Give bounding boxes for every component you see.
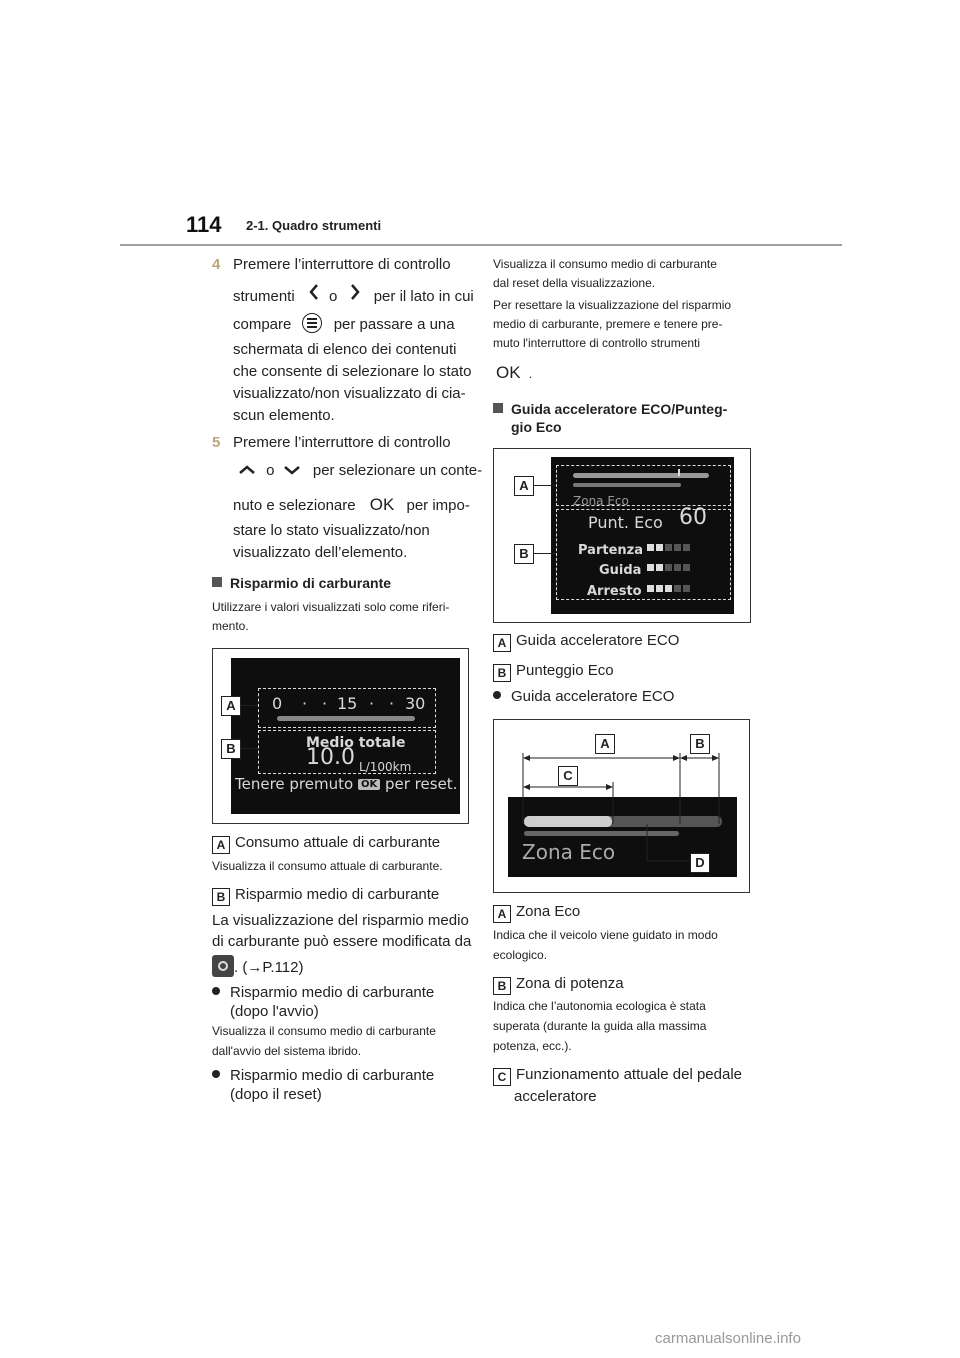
- bullet-after-start: Risparmio medio di carburante: [212, 982, 434, 1004]
- legend-a2: A Guida acceleratore ECO: [493, 630, 679, 652]
- bullet-after-start-desc2: dall'avvio del sistema ibrido.: [212, 1044, 362, 1058]
- legend-b-p2: di carburante può essere modificata da: [212, 933, 472, 950]
- zona-eco-label: Zona Eco: [522, 840, 616, 864]
- callout-a-line: [240, 705, 258, 706]
- step-5-line-5: visualizzato dell’elemento.: [233, 544, 408, 561]
- step-5-number: 5: [212, 434, 221, 451]
- eco-score-figure: [493, 448, 751, 623]
- step-4-line-4: schermata di elenco dei contenuti: [233, 341, 457, 358]
- legend-b-p1: La visualizzazione del risparmio medio: [212, 912, 469, 929]
- callout-a: A: [514, 476, 534, 496]
- step-5-text-impo: per impo-: [406, 497, 470, 514]
- scale-30: 30: [405, 694, 426, 713]
- callout-d: D: [690, 853, 710, 873]
- legend-c3: C Funzionamento attuale del pedale: [493, 1064, 742, 1086]
- eco-guide-bar-bottom: [573, 483, 681, 487]
- scale-0: 0: [272, 694, 283, 713]
- callout-b-line: [240, 748, 258, 749]
- fuel-display-screen: [231, 658, 460, 814]
- step-5-text-o: o: [266, 462, 275, 479]
- callout-b-line: [534, 553, 556, 554]
- guida-label: Guida: [599, 563, 642, 578]
- callout-c: C: [558, 766, 578, 786]
- eco-guide-bar-top: [573, 473, 709, 478]
- eco-heading-l2: gio Eco: [511, 419, 562, 435]
- bullet-icon: [493, 691, 501, 699]
- legend-a3-d2: ecologico.: [493, 948, 548, 962]
- average-value: 10.0: [306, 745, 355, 770]
- score-blocks: [647, 544, 693, 592]
- eco-score-screen: [551, 457, 734, 614]
- arresto-label: Arresto: [587, 584, 642, 599]
- average-unit: L/100km: [359, 760, 412, 774]
- step-4-text-a: strumenti: [233, 288, 295, 305]
- scale-dot: ·: [389, 694, 395, 713]
- bullet-after-reset-l2: (dopo il reset): [230, 1086, 322, 1103]
- callout-b: B: [221, 739, 241, 759]
- legend-a3: A Zona Eco: [493, 901, 580, 923]
- ok-badge: OK: [358, 779, 380, 790]
- bullet-eco-guide: Guida acceleratore ECO: [493, 686, 674, 708]
- scale-dot: ·: [302, 694, 308, 713]
- step-4-text-c: per il lato in cui: [373, 288, 474, 305]
- fuel-display-figure: [212, 648, 469, 824]
- eco-zone-figure: [493, 719, 750, 893]
- chevron-up-icon: [238, 460, 256, 482]
- callout-b: B: [514, 544, 534, 564]
- eco-heading: Guida acceleratore ECO/Punteg-: [493, 398, 727, 420]
- legend-a3-d1: Indica che il veicolo viene guidato in modo: [493, 928, 718, 942]
- legend-c3-l2: acceleratore: [514, 1088, 597, 1105]
- current-consumption-bar: [277, 716, 415, 721]
- scale-15: 15: [337, 694, 358, 713]
- step-5-line-3: [233, 494, 470, 517]
- legend-a-desc: Visualizza il consumo attuale di carburante.: [212, 859, 443, 873]
- eco-marker: [678, 469, 680, 476]
- step-4-line-3: [233, 313, 455, 336]
- right-p2: dal reset della visualizzazione.: [493, 276, 656, 290]
- guida-blocks: [647, 564, 690, 571]
- callout-a: A: [221, 696, 241, 716]
- bullet-after-reset: Risparmio medio di carburante: [212, 1065, 434, 1087]
- bullet-icon: [212, 1070, 220, 1078]
- scale-dot: ·: [369, 694, 375, 713]
- legend-b3-d2: superata (durante la guida alla massima: [493, 1019, 707, 1033]
- fuel-economy-heading: Risparmio di carburante: [212, 572, 391, 594]
- partenza-label: Partenza: [578, 543, 643, 558]
- right-ok-line: OK .: [496, 363, 533, 382]
- partenza-blocks: [647, 544, 690, 551]
- step-4-line-5: che consente di selezionare lo stato: [233, 363, 472, 380]
- right-column: [480, 0, 960, 1358]
- legend-b-ref: . (→P.112): [212, 955, 303, 979]
- step-4-line-6: visualizzato/non visualizzato di cia-: [233, 385, 466, 402]
- fuel-note-line-1: Utilizzare i valori visualizzati solo come riferi-: [212, 600, 450, 614]
- legend-b2: B Punteggio Eco: [493, 660, 614, 682]
- legend-b3-d3: potenza, ecc.).: [493, 1039, 572, 1053]
- gear-icon: [212, 955, 234, 977]
- step-5-text-per: per selezionare un conte-: [312, 462, 483, 479]
- callout-a-line: [534, 485, 556, 486]
- step-4-text-b: o: [329, 288, 338, 305]
- section-title: 2-1. Quadro strumenti: [246, 218, 382, 233]
- right-p1: Visualizza il consumo medio di carburante: [493, 257, 717, 271]
- legend-b: B Risparmio medio di carburante: [212, 884, 439, 906]
- legend-a: A Consumo attuale di carburante: [212, 832, 440, 854]
- callout-b: B: [690, 734, 710, 754]
- legend-b3: B Zona di potenza: [493, 973, 624, 995]
- dimension-lines: [494, 720, 749, 892]
- chevron-right-icon: [350, 283, 360, 308]
- step-4-text-compare: compare: [233, 316, 292, 333]
- step-5-text-nuto: nuto e selezionare: [233, 497, 356, 514]
- scale-dot: ·: [322, 694, 328, 713]
- eco-score-value: 60: [679, 505, 707, 530]
- step-5-line-1: Premere l’interruttore di controllo: [233, 434, 451, 451]
- step-5-line-4: stare lo stato visualizzato/non: [233, 522, 430, 539]
- step-4-line-2: [233, 283, 474, 308]
- average-title: Medio totale: [306, 735, 406, 751]
- callout-a: A: [595, 734, 615, 754]
- square-bullet-icon: [212, 577, 222, 587]
- step-4-text-per: per passare a una: [333, 316, 455, 333]
- square-bullet-icon: [493, 403, 503, 413]
- punt-eco-label: Punt. Eco: [588, 513, 663, 532]
- right-p4: medio di carburante, premere e tenere pre-: [493, 317, 723, 331]
- step-4-line-7: scun elemento.: [233, 407, 335, 424]
- page-number: 114: [186, 212, 222, 237]
- bullet-after-start-desc1: Visualizza il consumo medio di carburante: [212, 1024, 436, 1038]
- chevron-left-icon: [309, 283, 319, 308]
- step-5-line-2: [238, 460, 482, 482]
- fuel-note-line-2: mento.: [212, 619, 249, 633]
- bullet-icon: [212, 987, 220, 995]
- step-4-line-1: Premere l’interruttore di controllo: [233, 256, 451, 273]
- ok-icon: OK: [496, 363, 521, 382]
- legend-b3-d1: Indica che l’autonomia ecologica è stata: [493, 999, 706, 1013]
- right-p3: Per resettare la visualizzazione del risparmio: [493, 298, 732, 312]
- right-p5: muto l'interruttore di controllo strumenti: [493, 336, 701, 350]
- step-4-number: 4: [212, 256, 221, 273]
- arresto-blocks: [647, 585, 690, 592]
- bullet-after-start-l2: (dopo l'avvio): [230, 1003, 319, 1020]
- chevron-down-icon: [283, 460, 301, 482]
- menu-icon: [302, 313, 322, 333]
- zona-eco-label: Zona Eco: [573, 494, 629, 508]
- reset-hint: Tenere premuto OK per reset.: [235, 775, 458, 793]
- ok-icon: OK: [369, 495, 395, 514]
- watermark: carmanualsonline.info: [655, 1330, 801, 1347]
